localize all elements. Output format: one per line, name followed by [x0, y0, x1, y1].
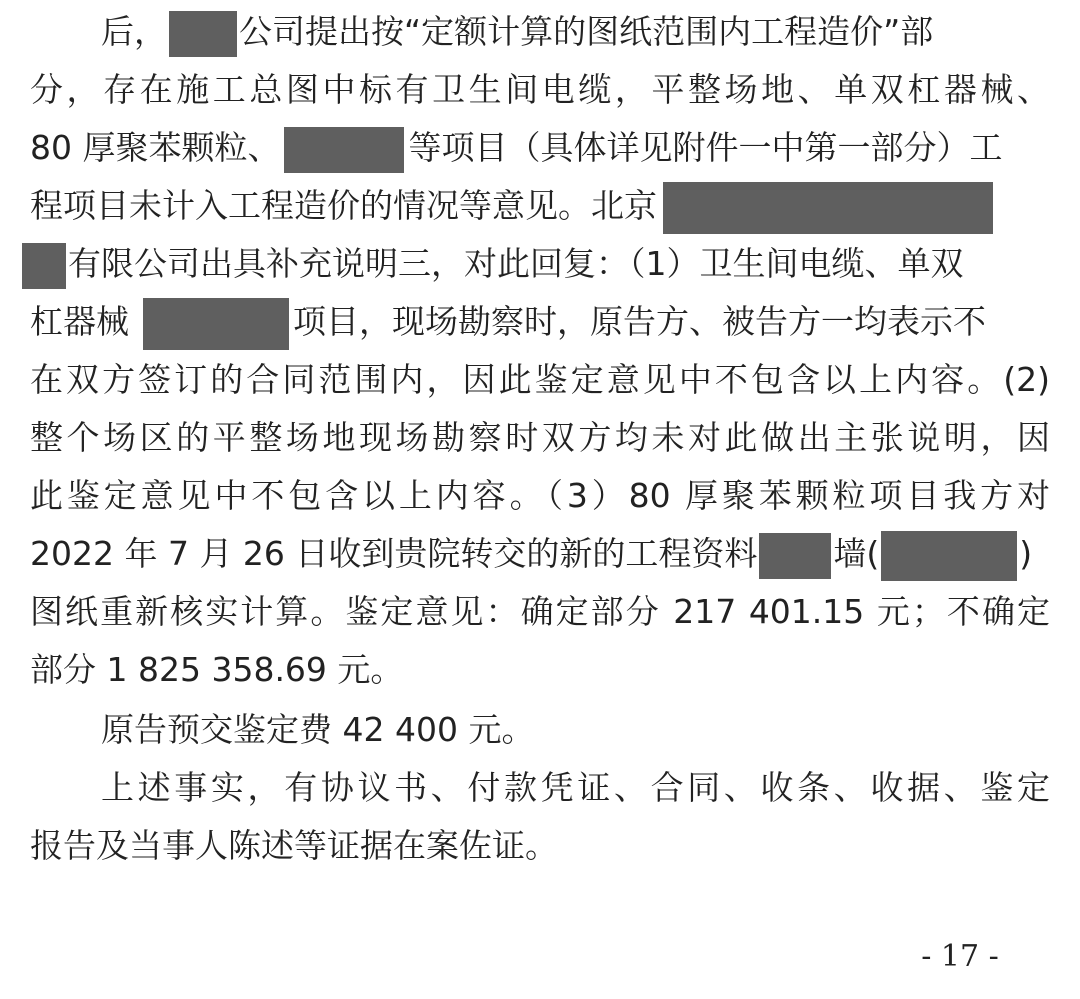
- paragraph-line: [30, 524, 1050, 584]
- paragraph-line: [30, 350, 1050, 410]
- redaction-block: [663, 182, 993, 234]
- fee-paragraph: [101, 700, 1050, 760]
- evidence-paragraph-line: [101, 758, 1050, 818]
- text-segment: 等项目（具体详见附件一中第一部分）工: [408, 128, 1003, 167]
- text-segment: 程项目未计入工程造价的情况等意见。北京: [30, 186, 657, 225]
- redaction-block: [284, 127, 404, 173]
- redaction-block: [759, 533, 831, 579]
- paragraph-line: [30, 466, 1050, 526]
- text-segment: ): [1019, 534, 1033, 573]
- paragraph-line: [30, 640, 1050, 700]
- text-segment: 此鉴定意见中不包含以上内容。（3）80 厚聚苯颗粒项目我方对: [30, 476, 1050, 515]
- text-segment: 上述事实，有协议书、付款凭证、合同、收条、收据、鉴定: [101, 768, 1050, 807]
- paragraph-line: [30, 582, 1050, 642]
- text-segment: 公司提出按“定额计算的图纸范围内工程造价”部: [239, 12, 934, 51]
- text-segment: 杠器械: [30, 302, 129, 341]
- paragraph-line: [30, 408, 1050, 468]
- text-segment: 部分 1 825 358.69 元。: [30, 650, 404, 689]
- text-segment: 分，存在施工总图中标有卫生间电缆，平整场地、单双杠器械、: [30, 70, 1050, 109]
- text-segment: 报告及当事人陈述等证据在案佐证。: [30, 826, 558, 865]
- redaction-block: [22, 243, 66, 289]
- page-number: - 17 -: [921, 939, 999, 974]
- evidence-paragraph-line: [30, 816, 1050, 876]
- redaction-block: [143, 298, 289, 350]
- text-segment: 2022 年 7 月 26 日收到贵院转交的新的工程资料: [30, 534, 758, 573]
- text-segment: 有限公司出具补充说明三，对此回复：（1）卫生间电缆、单双: [68, 244, 964, 283]
- paragraph-line: [22, 234, 1050, 294]
- text-segment: 原告预交鉴定费 42 400 元。: [101, 710, 535, 749]
- paragraph-line: [30, 60, 1050, 120]
- paragraph-line: [30, 118, 1050, 178]
- paragraph-line: [101, 2, 1050, 62]
- text-segment: 墙(: [833, 534, 880, 573]
- paragraph-line: [30, 292, 1050, 352]
- text-segment: 后，: [101, 12, 167, 51]
- text-segment: 图纸重新核实计算。鉴定意见：确定部分 217 401.15 元；不确定: [30, 592, 1050, 631]
- text-segment: 项目，现场勘察时，原告方、被告方一均表示不: [293, 302, 986, 341]
- redaction-block: [169, 11, 237, 57]
- text-segment: 80 厚聚苯颗粒、: [30, 128, 281, 167]
- text-segment: 整个场区的平整场地现场勘察时双方均未对此做出主张说明，因: [30, 418, 1050, 457]
- redaction-block: [881, 531, 1017, 581]
- text-segment: 在双方签订的合同范围内，因此鉴定意见中不包含以上内容。(2): [30, 360, 1050, 399]
- paragraph-line: [30, 176, 1050, 236]
